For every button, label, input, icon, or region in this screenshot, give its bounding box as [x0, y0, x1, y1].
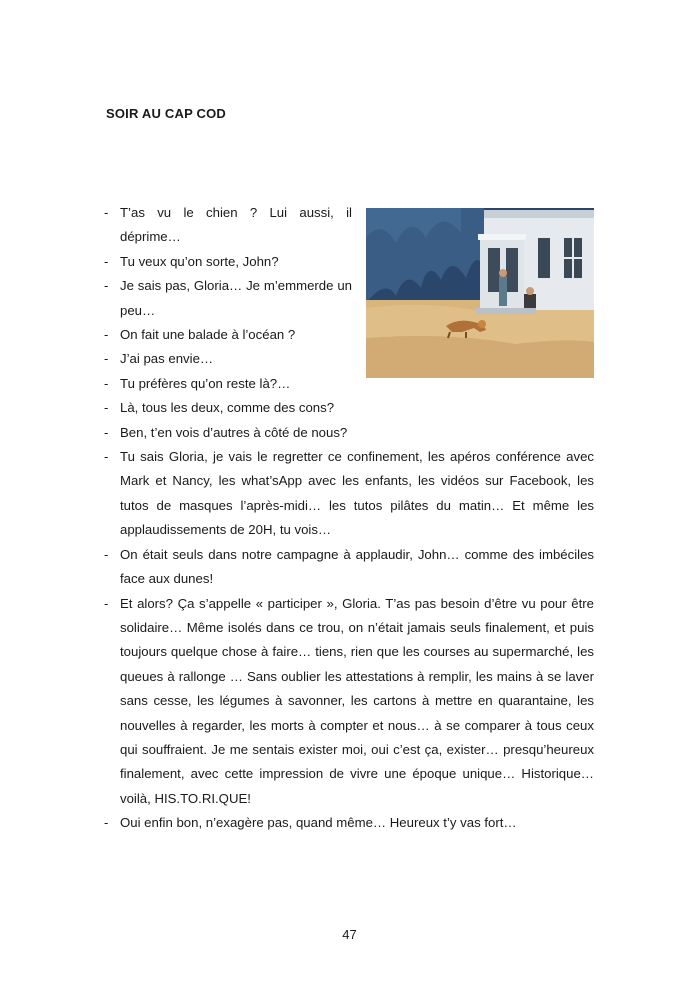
dash-marker: - — [104, 375, 109, 391]
dialogue-text: Tu sais Gloria, je vais le regretter ce confinement, les apéros conférence avec Mark et Nancy, les what’sApp avec les enfants, les vidéos sur Facebook, les tutos de masques l’après-midi… les tutos pilâtes du matin… Et même les applaudissements de 20H, tu vois… — [120, 449, 594, 538]
dash-marker: - — [104, 327, 109, 343]
dialogue-text: T’as vu le chien ? Lui aussi, il déprime… — [120, 205, 352, 245]
dash-marker: - — [104, 815, 109, 831]
dialogue-line — [104, 347, 370, 371]
dialogue-line — [104, 543, 594, 592]
dialogue-text: Oui enfin bon, n’exagère pas, quand même… Heureux t’y vas fort… — [120, 815, 517, 831]
dash-marker: - — [104, 278, 109, 294]
dialogue-text: Je sais pas, Gloria… Je m’emmerde un peu… — [120, 278, 352, 318]
dialogue-line — [104, 592, 594, 812]
dash-marker: - — [104, 449, 109, 465]
dialogue-line — [104, 421, 594, 445]
dialogue-text: On fait une balade à l’océan ? — [120, 327, 296, 343]
dialogue-line — [104, 445, 594, 543]
dialogue-text: Ben, t’en vois d’autres à côté de nous? — [120, 424, 348, 440]
dialogue-line — [104, 323, 370, 347]
dialogue-line — [104, 396, 594, 420]
dash-marker: - — [104, 546, 109, 562]
dialogue-text: Là, tous les deux, comme des cons? — [120, 400, 335, 416]
dialogue-text: J’ai pas envie… — [120, 351, 214, 367]
dash-marker: - — [104, 253, 109, 269]
dash-marker: - — [104, 400, 109, 416]
dash-marker: - — [104, 424, 109, 440]
page-number: 47 — [342, 927, 357, 942]
dialogue-line — [104, 811, 594, 835]
dash-marker: - — [104, 205, 109, 220]
dialogue-text: Tu veux qu’on sorte, John? — [120, 253, 279, 269]
dialogue-line — [104, 201, 352, 250]
dialogue-line — [104, 274, 352, 323]
chapter-title: SOIR AU CAP COD — [106, 106, 227, 121]
dialogue-text: Et alors? Ça s’appelle « participer », Gloria. T’as pas besoin d’être vu pour être solidaire… Même isolés dans ce trou, on n’était jamais seuls finalement, et puis toujours quelque chose à faire… tiens, rien que les courses au supermarché, les queues à rallonge … Sans oublier les attestations à remplir, les mains à se laver sans cesse, les légumes à savonner, les cartons à mettre en quarantaine, les nouvelles à regarder, les morts à compter et nous… à se comparer à tous ceux qui souffraient. Je me sentais exister moi, oui c’est ça, exister… presqu’heureux finalement, avec cette impression de vivre une époque unique… Historique… voilà, HIS.TO.RI.QUE! — [120, 595, 594, 806]
dash-marker: - — [104, 351, 109, 367]
painting-image — [366, 208, 594, 378]
painting-illustration — [366, 208, 594, 378]
dash-marker: - — [104, 595, 109, 611]
dialogue-line — [104, 372, 370, 396]
dialogue-text: On était seuls dans notre campagne à applaudir, John… comme des imbéciles face aux dunes! — [120, 546, 594, 587]
dialogue-line — [104, 250, 370, 274]
dialogue-text: Tu préfères qu’on reste là?… — [120, 375, 291, 391]
